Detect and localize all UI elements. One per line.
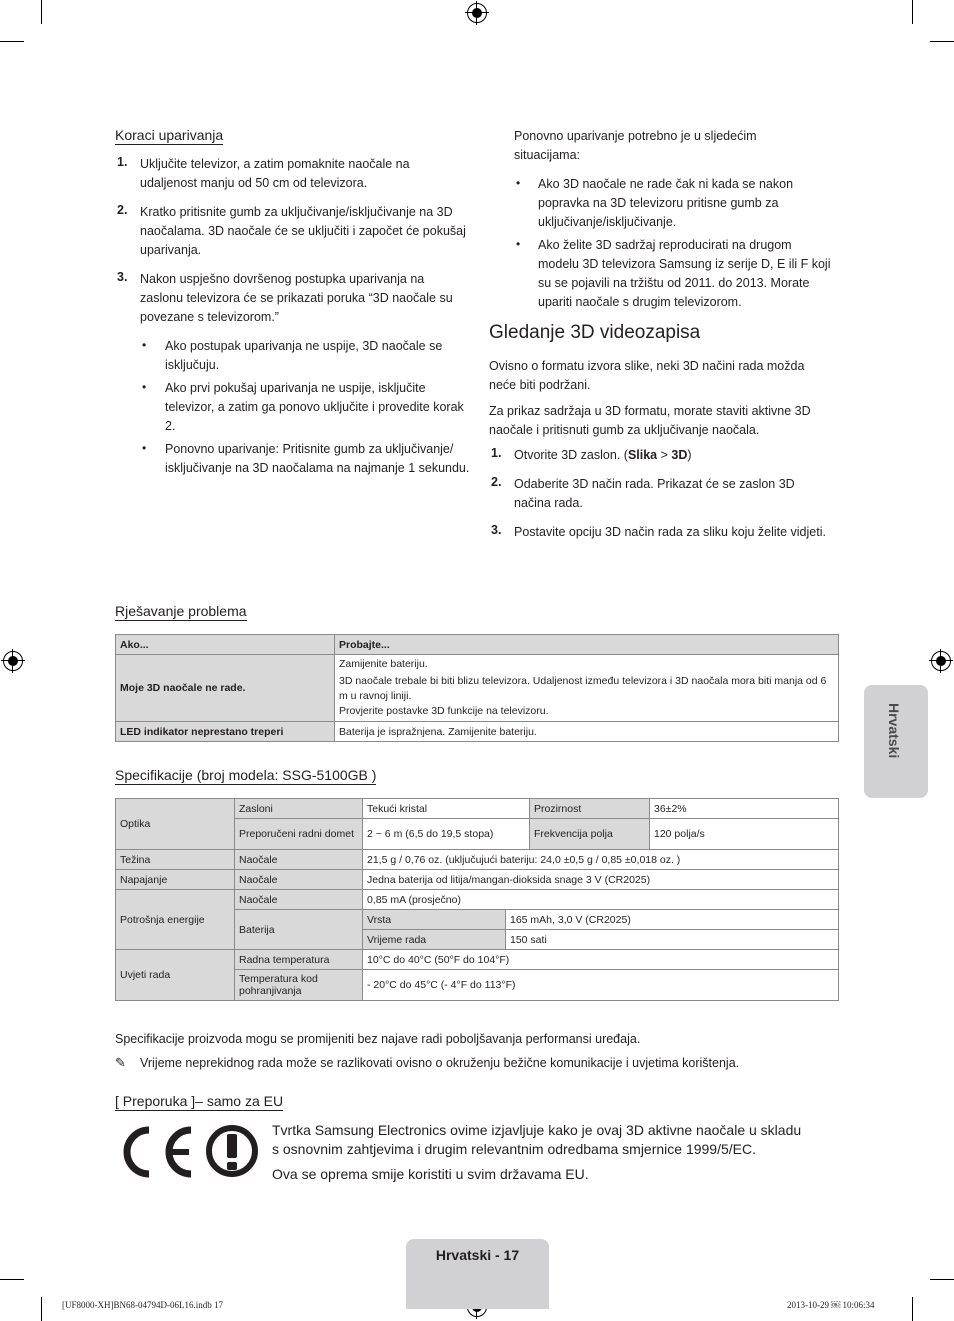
fix-line: Provjerite postavke 3D funkcije na televizoru. xyxy=(339,705,549,717)
spec-prozirnost-value: 36±2% xyxy=(650,799,839,819)
eu-heading-wrap xyxy=(115,1093,283,1111)
trouble-problem-2: LED indikator neprestano treperi xyxy=(116,722,335,742)
crop-mark-icon xyxy=(912,0,913,24)
page-number-tab xyxy=(406,1239,549,1309)
eu-heading: [ Preporuka ]– samo za EU xyxy=(115,1093,284,1109)
spec-potrosnja-naocale: Naočale xyxy=(235,890,363,910)
fix-line: Zamijenite bateriju. xyxy=(339,658,428,670)
step-text: ) xyxy=(687,448,692,462)
spec-zasloni: Zasloni xyxy=(235,799,363,819)
imprint-left: [UF8000-XH]BN68-04794D-06L16.indb 17 xyxy=(62,1300,223,1310)
trouble-heading-wrap xyxy=(115,603,247,621)
bullet-icon: • xyxy=(516,237,521,251)
spec-note-2: Vrijeme neprekidnog rada može se razlikovati ovisno o okruženju bežične komunikacije i uvjetima korištenja. xyxy=(140,1056,740,1070)
spec-vrijeme: Vrijeme rada xyxy=(363,930,506,950)
crop-mark-icon xyxy=(41,1297,42,1321)
registration-mark-icon xyxy=(3,651,23,671)
pairing-step-3: Nakon uspješno dovršenog postupka uparivanja na zaslonu televizora će se prikazati poruka “3D naočale su povezane s televizorom.” xyxy=(140,272,453,324)
spec-vrsta: Vrsta xyxy=(363,910,506,930)
spec-vrijeme-value: 150 sati xyxy=(506,930,839,950)
spec-potrosnja: Potrošnja energije xyxy=(116,890,235,950)
spec-zasloni-value: Tekući kristal xyxy=(363,799,530,819)
alert-mark-icon xyxy=(205,1124,259,1178)
language-side-tab xyxy=(864,685,928,798)
spec-skladiste: Temperatura kod pohranjivanja xyxy=(235,970,363,1001)
col-header-solution: Probajte... xyxy=(335,635,839,655)
spec-prozirnost: Prozirnost xyxy=(530,799,650,819)
bullet-icon: • xyxy=(142,380,147,394)
spec-tezina-naocale: Naočale xyxy=(235,850,363,870)
trouble-problem-1: Moje 3D naočale ne rade. xyxy=(116,655,335,722)
col-header-problem: Ako... xyxy=(116,635,335,655)
spec-radna-value: 10°C do 40°C (50°F do 104°F) xyxy=(363,950,839,970)
spec-napajanje-value: Jedna baterija od litija/mangan-dioksida snage 3 V (CR2025) xyxy=(363,870,839,890)
specs-heading-wrap xyxy=(115,767,376,785)
step-number: 2. xyxy=(491,475,502,489)
spec-napajanje-naocale: Naočale xyxy=(235,870,363,890)
viewing-step-1 xyxy=(514,446,834,465)
spec-skladiste-value: - 20°C do 45°C (- 4°F do 113°F) xyxy=(363,970,839,1001)
spec-tezina: Težina xyxy=(116,850,235,870)
pairing-bullet-1: Ako postupak uparivanja ne uspije, 3D naočale se isključuju. xyxy=(165,339,443,372)
trouble-solution-1 xyxy=(335,655,839,722)
spec-napajanje: Napajanje xyxy=(116,870,235,890)
page-number-label: Hrvatski - 17 xyxy=(435,1247,520,1263)
crop-mark-icon xyxy=(930,1279,954,1280)
menu-slika: Slika xyxy=(627,448,658,462)
repair-bullet-2: Ako želite 3D sadržaj reproducirati na drugom modelu 3D televizora Samsung iz serije D, E ili F koji su se pojavili na tržištu od 2011. do 2013. Morate upariti naočale s drugim televizorom. xyxy=(538,238,831,309)
spec-baterija: Baterija xyxy=(235,910,363,950)
pairing-step-2: Kratko pritisnite gumb za uključivanje/isključivanje na 3D naočalama. 3D naočale će se uključiti i započet će pokušaj uparivanja. xyxy=(140,205,466,257)
spec-optika: Optika xyxy=(116,799,235,850)
bullet-icon: • xyxy=(142,441,147,455)
specs-table xyxy=(115,798,839,1001)
pairing-bullet-3: Ponovno uparivanje: Pritisnite gumb za uključivanje/ isključivanje na 3D naočalama na najmanje 1 sekundu. xyxy=(165,442,470,475)
imprint-right: 2013-10-29 ￼ 10:06:34 xyxy=(787,1300,875,1310)
fix-line: 3D naočale trebale bi biti blizu televizora. Udaljenost između televizora i 3D naočala mora biti manja od 6 m u ravnoj liniji. xyxy=(339,675,827,702)
spec-note-1: Specifikacije proizvoda mogu se promijeniti bez najave radi poboljšavanja performansi uređaja. xyxy=(115,1032,641,1046)
eu-paragraph-2: Ova se oprema smije koristiti u svim državama EU. xyxy=(272,1166,589,1182)
viewing-step-2: Odaberite 3D način rada. Prikazat će se zaslon 3D načina rada. xyxy=(514,477,795,510)
registration-mark-icon xyxy=(467,3,487,23)
eu-paragraph-1: Tvrtka Samsung Electronics ovime izjavljuje kako je ovaj 3D aktivne naočale u skladu s osnovnim zahtjevima i drugim relevantnim odredbama smjernice 1999/5/EC. xyxy=(272,1122,802,1157)
specs-heading: Specifikacije (broj modela: SSG-5100GB ) xyxy=(115,767,377,783)
ce-mark-icon xyxy=(115,1124,197,1180)
spec-frekvencija: Frekvencija polja xyxy=(530,819,650,850)
pairing-bullet-2: Ako prvi pokušaj uparivanja ne uspije, isključite televizor, a zatim ga ponovo uključite i provedite korak 2. xyxy=(165,381,464,433)
trouble-solution-2: Baterija je ispražnjena. Zamijenite bateriju. xyxy=(335,722,839,742)
viewing-section xyxy=(489,322,834,542)
pencil-note-icon: ✎ xyxy=(115,1055,126,1070)
crop-mark-icon xyxy=(930,41,954,42)
step-number: 1. xyxy=(491,446,502,460)
bullet-icon: • xyxy=(142,338,147,352)
crop-mark-icon xyxy=(912,1297,913,1321)
spec-tezina-value: 21,5 g / 0,76 oz. (uključujući bateriju: 24,0 ±0,5 g / 0,85 ±0,018 oz. ) xyxy=(363,850,839,870)
crop-mark-icon xyxy=(0,1279,24,1280)
trouble-table xyxy=(115,634,839,742)
bullet-icon: • xyxy=(516,176,521,190)
crop-mark-icon xyxy=(0,41,24,42)
spec-domet: Preporučeni radni domet xyxy=(235,819,363,850)
menu-3d: 3D xyxy=(671,448,688,462)
step-number: 3. xyxy=(117,270,128,284)
spec-frekvencija-value: 120 polja/s xyxy=(650,819,839,850)
repair-bullet-1: Ako 3D naočale ne rade čak ni kada se nakon popravka na 3D televizoru pritisne gumb za uključivanje/isključivanje. xyxy=(538,177,794,229)
pairing-step-1: Uključite televizor, a zatim pomaknite naočale na udaljenost manju od 50 cm od televizora. xyxy=(140,157,410,190)
spec-domet-value: 2 ~ 6 m (6,5 do 19,5 stopa) xyxy=(363,819,530,850)
spec-potrosnja-value: 0,85 mA (prosječno) xyxy=(363,890,839,910)
viewing-title: Gledanje 3D videozapisa xyxy=(489,322,701,343)
step-number: 3. xyxy=(491,523,502,537)
pairing-heading: Koraci uparivanja xyxy=(115,127,224,143)
viewing-step-3: Postavite opciju 3D način rada za sliku koju želite vidjeti. xyxy=(514,525,826,539)
spec-uvjeti: Uvjeti rada xyxy=(116,950,235,1001)
step-text: Otvorite 3D zaslon. ( xyxy=(514,448,628,462)
viewing-paragraph-2: Za prikaz sadržaja u 3D formatu, morate staviti aktivne 3D naočale i pritisnuti gumb za uključivanje naočala. xyxy=(489,404,811,437)
menu-separator: > xyxy=(657,448,672,462)
spec-radna: Radna temperatura xyxy=(235,950,363,970)
language-side-label: Hrvatski xyxy=(886,703,902,759)
crop-mark-icon xyxy=(41,0,42,24)
step-number: 1. xyxy=(117,155,128,169)
repair-heading: Ponovno uparivanje potrebno je u sljedećim situacijama: xyxy=(514,129,757,162)
registration-mark-icon xyxy=(931,651,951,671)
pairing-section xyxy=(115,127,470,478)
trouble-heading: Rješavanje problema xyxy=(115,603,247,619)
step-number: 2. xyxy=(117,203,128,217)
repair-section xyxy=(514,127,834,312)
spec-vrsta-value: 165 mAh, 3,0 V (CR2025) xyxy=(506,910,839,930)
viewing-paragraph-1: Ovisno o formatu izvora slike, neki 3D načini rada možda neće biti podržani. xyxy=(489,359,805,392)
